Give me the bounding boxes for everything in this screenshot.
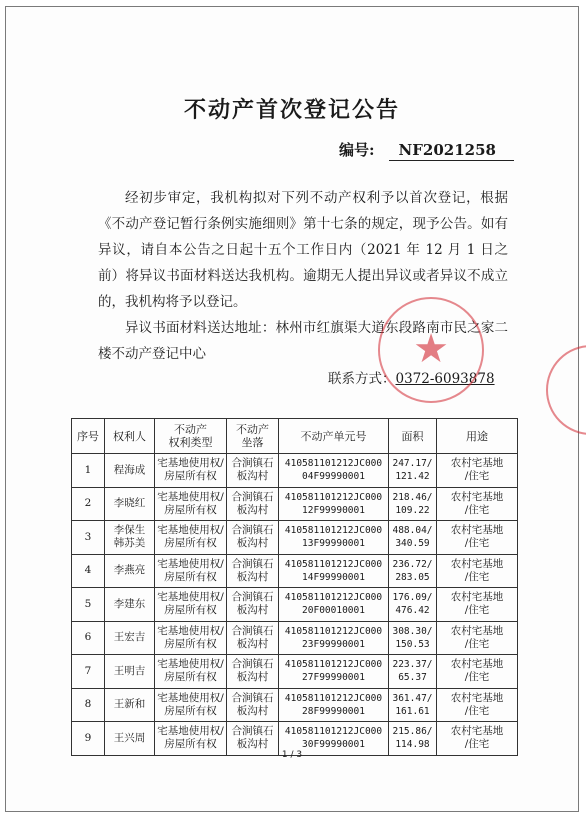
contact-phone: 0372-6093878 [395, 371, 495, 387]
right-type-cell: 宅基地使用权/ 房屋所有权 [155, 655, 227, 689]
page-indicator: 1 / 3 [281, 750, 303, 760]
document-number [339, 139, 514, 161]
column-header: 面积 [389, 419, 437, 454]
location-cell: 合涧镇石 板沟村 [227, 722, 279, 756]
notice-paragraph: 经初步审定，我机构拟对下列不动产权利予以首次登记，根据《不动产登记暂行条例实施细则》第十七条的规定，现予公告。如有异议，请自本公告之日起十五个工作日内（2021 年 12 月 1 日之前）将异议书面材料送达我机构。逾期无人提出异议或者异议不成立的，我机构将予以登记。 [98, 190, 508, 310]
row-number-cell: 1 [72, 454, 105, 488]
row-number-cell: 3 [72, 521, 105, 555]
right-type-cell: 宅基地使用权/ 房屋所有权 [155, 588, 227, 622]
right-type-cell: 宅基地使用权/ 房屋所有权 [155, 554, 227, 588]
unit-number-cell: 410581101212JC000 12F99990001 [279, 487, 389, 521]
unit-number-cell: 410581101212JC000 30F99990001 [279, 722, 389, 756]
owner-name-cell: 李晓红 [105, 487, 155, 521]
usage-cell: 农村宅基地 /住宅 [437, 722, 518, 756]
unit-number-cell: 410581101212JC000 28F99990001 [279, 688, 389, 722]
area-cell: 215.86/ 114.98 [389, 722, 437, 756]
area-cell: 488.04/ 340.59 [389, 521, 437, 555]
unit-number-cell: 410581101212JC000 14F99990001 [279, 554, 389, 588]
document-page [5, 6, 579, 812]
page-title: 不动产首次登记公告 [183, 97, 400, 123]
owner-name-cell: 程海成 [105, 454, 155, 488]
registration-table [71, 418, 518, 756]
column-header: 不动产 坐落 [227, 419, 279, 454]
table-row [72, 554, 518, 588]
document-number-label: 编号: [339, 141, 375, 159]
usage-cell: 农村宅基地 /住宅 [437, 454, 518, 488]
location-cell: 合涧镇石 板沟村 [227, 521, 279, 555]
row-number-cell: 2 [72, 487, 105, 521]
owner-name-cell: 王宏吉 [105, 621, 155, 655]
row-number-cell: 9 [72, 722, 105, 756]
unit-number-cell: 410581101212JC000 20F00010001 [279, 588, 389, 622]
right-type-cell: 宅基地使用权/ 房屋所有权 [155, 621, 227, 655]
area-cell: 176.09/ 476.42 [389, 588, 437, 622]
owner-name-cell: 李燕亮 [105, 554, 155, 588]
location-cell: 合涧镇石 板沟村 [227, 554, 279, 588]
table-row [72, 688, 518, 722]
right-type-cell: 宅基地使用权/ 房屋所有权 [155, 487, 227, 521]
usage-cell: 农村宅基地 /住宅 [437, 487, 518, 521]
partial-seal-icon [546, 345, 586, 435]
usage-cell: 农村宅基地 /住宅 [437, 554, 518, 588]
table-row [72, 454, 518, 488]
location-cell: 合涧镇石 板沟村 [227, 655, 279, 689]
usage-cell: 农村宅基地 /住宅 [437, 655, 518, 689]
objection-address-paragraph: 异议书面材料送达地址：林州市红旗渠大道东段路南市民之家二楼不动产登记中心 [98, 320, 508, 362]
owner-name-cell: 王新和 [105, 688, 155, 722]
area-cell: 218.46/ 109.22 [389, 487, 437, 521]
document-number-value: NF2021258 [389, 141, 514, 161]
owner-name-cell: 李保生 韩苏美 [105, 521, 155, 555]
table-header-row [72, 419, 518, 454]
seal-star-icon: ★ [413, 326, 449, 372]
row-number-cell: 6 [72, 621, 105, 655]
column-header: 序号 [72, 419, 105, 454]
official-seal-icon [378, 297, 484, 403]
table-row [72, 655, 518, 689]
row-number-cell: 5 [72, 588, 105, 622]
owner-name-cell: 王明吉 [105, 655, 155, 689]
area-cell: 223.37/ 65.37 [389, 655, 437, 689]
location-cell: 合涧镇石 板沟村 [227, 621, 279, 655]
right-type-cell: 宅基地使用权/ 房屋所有权 [155, 521, 227, 555]
table-body [72, 454, 518, 756]
location-cell: 合涧镇石 板沟村 [227, 487, 279, 521]
unit-number-cell: 410581101212JC000 13F99990001 [279, 521, 389, 555]
location-cell: 合涧镇石 板沟村 [227, 454, 279, 488]
usage-cell: 农村宅基地 /住宅 [437, 588, 518, 622]
column-header: 权利人 [105, 419, 155, 454]
row-number-cell: 8 [72, 688, 105, 722]
right-type-cell: 宅基地使用权/ 房屋所有权 [155, 688, 227, 722]
table-row [72, 487, 518, 521]
column-header: 不动产单元号 [279, 419, 389, 454]
unit-number-cell: 410581101212JC000 04F99990001 [279, 454, 389, 488]
contact-label: 联系方式： [328, 371, 396, 387]
column-header: 不动产 权利类型 [155, 419, 227, 454]
table-row [72, 521, 518, 555]
table-row [72, 621, 518, 655]
usage-cell: 农村宅基地 /住宅 [437, 688, 518, 722]
row-number-cell: 7 [72, 655, 105, 689]
area-cell: 308.30/ 150.53 [389, 621, 437, 655]
table-row [72, 588, 518, 622]
right-type-cell: 宅基地使用权/ 房屋所有权 [155, 454, 227, 488]
area-cell: 247.17/ 121.42 [389, 454, 437, 488]
area-cell: 236.72/ 283.05 [389, 554, 437, 588]
owner-name-cell: 李建东 [105, 588, 155, 622]
location-cell: 合涧镇石 板沟村 [227, 688, 279, 722]
unit-number-cell: 410581101212JC000 23F99990001 [279, 621, 389, 655]
row-number-cell: 4 [72, 554, 105, 588]
right-type-cell: 宅基地使用权/ 房屋所有权 [155, 722, 227, 756]
area-cell: 361.47/ 161.61 [389, 688, 437, 722]
usage-cell: 农村宅基地 /住宅 [437, 521, 518, 555]
owner-name-cell: 王兴周 [105, 722, 155, 756]
unit-number-cell: 410581101212JC000 27F99990001 [279, 655, 389, 689]
location-cell: 合涧镇石 板沟村 [227, 588, 279, 622]
column-header: 用途 [437, 419, 518, 454]
usage-cell: 农村宅基地 /住宅 [437, 621, 518, 655]
